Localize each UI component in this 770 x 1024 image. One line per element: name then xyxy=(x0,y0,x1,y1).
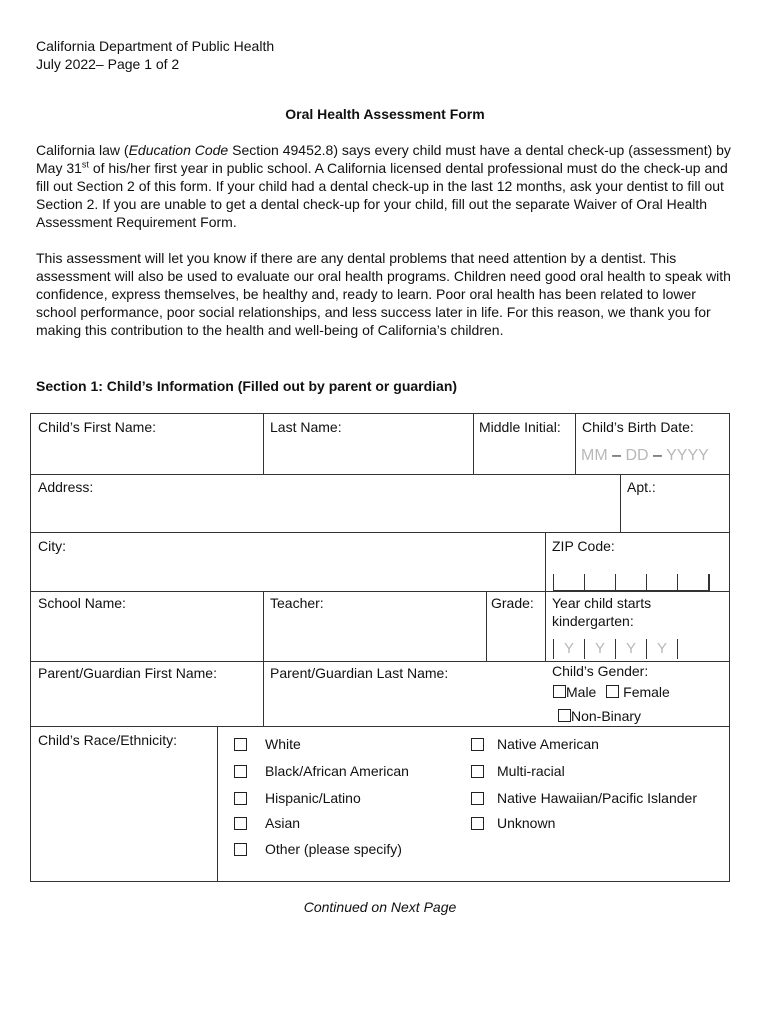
middle-initial-label: Middle Initial: xyxy=(479,419,561,435)
school-name-label: School Name: xyxy=(38,595,126,611)
department-name: California Department of Public Health xyxy=(36,38,275,54)
parent-first-name-label: Parent/Guardian First Name: xyxy=(38,665,217,681)
pacific-islander-checkbox[interactable] xyxy=(471,792,484,805)
zip-code-field[interactable] xyxy=(553,574,710,591)
unknown-checkbox[interactable] xyxy=(471,817,484,830)
last-name-label: Last Name: xyxy=(270,419,342,435)
birth-date-label: Child’s Birth Date: xyxy=(582,419,694,435)
address-label: Address: xyxy=(38,479,94,495)
nonbinary-option xyxy=(558,707,641,725)
form-title: Oral Health Assessment Form xyxy=(285,106,485,122)
male-label: Male xyxy=(566,684,597,700)
kinder-year-label: Year child starts kindergarten: xyxy=(552,595,652,629)
gender-label: Child’s Gender: xyxy=(552,663,649,679)
nonbinary-label: Non-Binary xyxy=(571,708,642,724)
continued-note: Continued on Next Page xyxy=(303,899,457,915)
female-checkbox[interactable] xyxy=(606,685,619,698)
nonbinary-checkbox[interactable] xyxy=(558,709,571,722)
grade-label: Grade: xyxy=(491,595,534,611)
birth-date-field[interactable]: MM – DD – YYYY xyxy=(581,447,709,464)
date-page: July 2022– Page 1 of 2 xyxy=(36,56,180,72)
race-label: Child’s Race/Ethnicity: xyxy=(38,732,178,748)
other-checkbox[interactable] xyxy=(234,843,247,856)
black-checkbox[interactable] xyxy=(234,765,247,778)
hispanic-checkbox[interactable] xyxy=(234,792,247,805)
section1-title: Section 1: Child’s Information (Filled out by parent or guardian) xyxy=(36,378,458,394)
parent-last-name-label: Parent/Guardian Last Name: xyxy=(270,665,449,681)
white-checkbox[interactable] xyxy=(234,738,247,751)
apt-label: Apt.: xyxy=(627,479,656,495)
document-header xyxy=(36,37,274,73)
teacher-label: Teacher: xyxy=(270,595,324,611)
gender-options xyxy=(553,683,670,701)
multiracial-checkbox[interactable] xyxy=(471,765,484,778)
city-label: City: xyxy=(38,538,66,554)
child-info-form: Child’s First Name: Last Name: Middle Initial: Child’s Birth Date: MM – DD – YYYY Address: Apt.: City: ZIP Code: School Name: Teacher: Grade: Year child starts kindergarten: Y Y Y Y Parent/Guardian First Name: Parent/Guardian Last Name: Child’s Gender: Male Female Non-Binary Child’s Race/Ethnicity: White Black/African American Hispanic/Latino Asian Other (please specify) Native American Multi-racial Native Hawaiian/Pacific Islander Unknown xyxy=(30,413,730,882)
intro-paragraph-1: California law (Education Code Section 49452.8) says every child must have a dental check-up (assessment) by May 31st of his/her first year in public school. A California licensed dental professional must do the check-up and fill out Section 2 of this form. If your child had a dental check-up in the last 12 months, ask your dentist to fill out Section 2. If you are unable to get a dental check-up for your child, fill out the separate Waiver of Oral Health Assessment Requirement Form. xyxy=(36,142,731,230)
child-first-name-label: Child’s First Name: xyxy=(38,419,156,435)
intro-paragraph-2: This assessment will let you know if there are any dental problems that need attention by a dentist. This assessment will also be used to evaluate our oral health programs. Children need good oral health to speak with confidence, express themselves, be healthy and, ready to learn. Poor oral health has been related to lower school performance, poor social relationships, and less success later in life. For this reason, we thank you for making this contribution to the health and well-being of California’s children. xyxy=(36,250,731,338)
zip-label: ZIP Code: xyxy=(552,538,615,554)
male-checkbox[interactable] xyxy=(553,685,566,698)
female-label: Female xyxy=(623,684,670,700)
asian-checkbox[interactable] xyxy=(234,817,247,830)
native-american-checkbox[interactable] xyxy=(471,738,484,751)
kinder-year-field[interactable]: Y Y Y Y xyxy=(553,639,678,659)
